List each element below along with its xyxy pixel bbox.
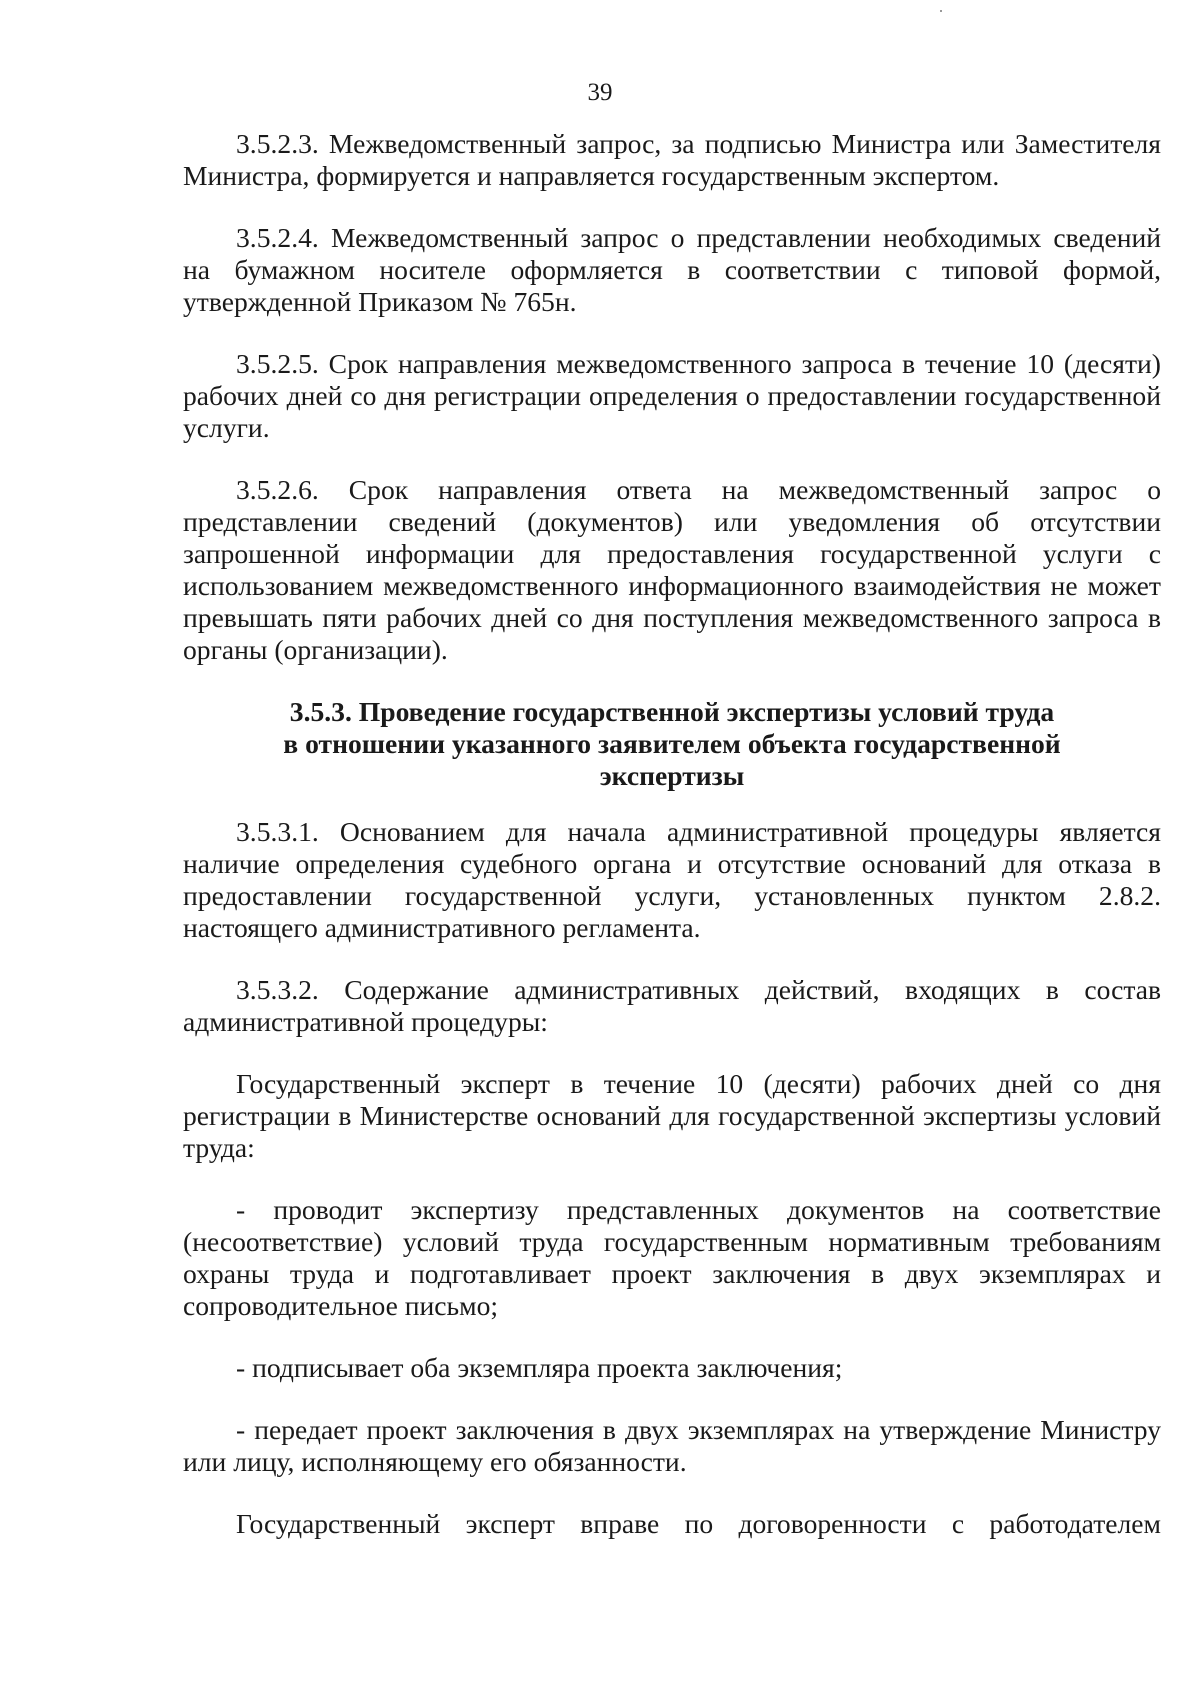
- paragraph-3-5-2-5: 3.5.2.5. Срок направления межведомственного запроса в течение 10 (десяти) рабочих дней со дня регистрации определения о предоставлении государственной услуги.: [183, 348, 1161, 443]
- heading-line-2: в отношении указанного заявителем объекта государственной: [283, 728, 1061, 759]
- scan-speck: [940, 10, 942, 12]
- list-item-examination: - проводит экспертизу представленных документов на соответствие (несоответствие) условий труда государственным нормативным требованиям охраны труда и подготавливает проект заключения в двух экземплярах и сопроводительное письмо;: [183, 1194, 1161, 1321]
- section-heading-3-5-3: [183, 696, 1161, 792]
- document-body: [183, 128, 1161, 1570]
- paragraph-expert-rights: Государственный эксперт вправе по договоренности с работодателем: [236, 1508, 1161, 1539]
- heading-line-1: 3.5.3. Проведение государственной экспертизы условий труда: [289, 696, 1055, 727]
- paragraph-3-5-2-6: 3.5.2.6. Срок направления ответа на межведомственный запрос о представлении сведений (документов) или уведомления об отсутствии запрошенной информации для предоставления государственной услуги с использованием межведомственного информационного взаимодействия не может превышать пяти рабочих дней со дня поступления межведомственного запроса в органы (организации).: [183, 474, 1161, 665]
- list-item-transfer: - передает проект заключения в двух экземплярах на утверждение Министру или лицу, исполняющему его обязанности.: [183, 1414, 1161, 1477]
- page-number: 39: [587, 79, 613, 106]
- paragraph-3-5-3-1: 3.5.3.1. Основанием для начала административной процедуры является наличие определения судебного органа и отсутствие оснований для отказа в предоставлении государственной услуги, установленных пунктом 2.8.2. настоящего административного регламента.: [183, 816, 1161, 943]
- paragraph-expert-duties-intro: Государственный эксперт в течение 10 (десяти) рабочих дней со дня регистрации в Министерстве оснований для государственной экспертизы условий труда:: [183, 1068, 1161, 1163]
- paragraph-3-5-3-2: 3.5.3.2. Содержание административных действий, входящих в состав административной процедуры:: [183, 974, 1161, 1037]
- list-item-sign: - подписывает оба экземпляра проекта заключения;: [236, 1352, 843, 1383]
- paragraph-3-5-2-3: 3.5.2.3. Межведомственный запрос, за подписью Министра или Заместителя Министра, формируется и направляется государственным экспертом.: [183, 128, 1161, 191]
- paragraph-3-5-2-4: 3.5.2.4. Межведомственный запрос о представлении необходимых сведений на бумажном носителе оформляется в соответствии с типовой формой, утвержденной Приказом № 765н.: [183, 222, 1161, 317]
- heading-line-3: экспертизы: [599, 760, 745, 791]
